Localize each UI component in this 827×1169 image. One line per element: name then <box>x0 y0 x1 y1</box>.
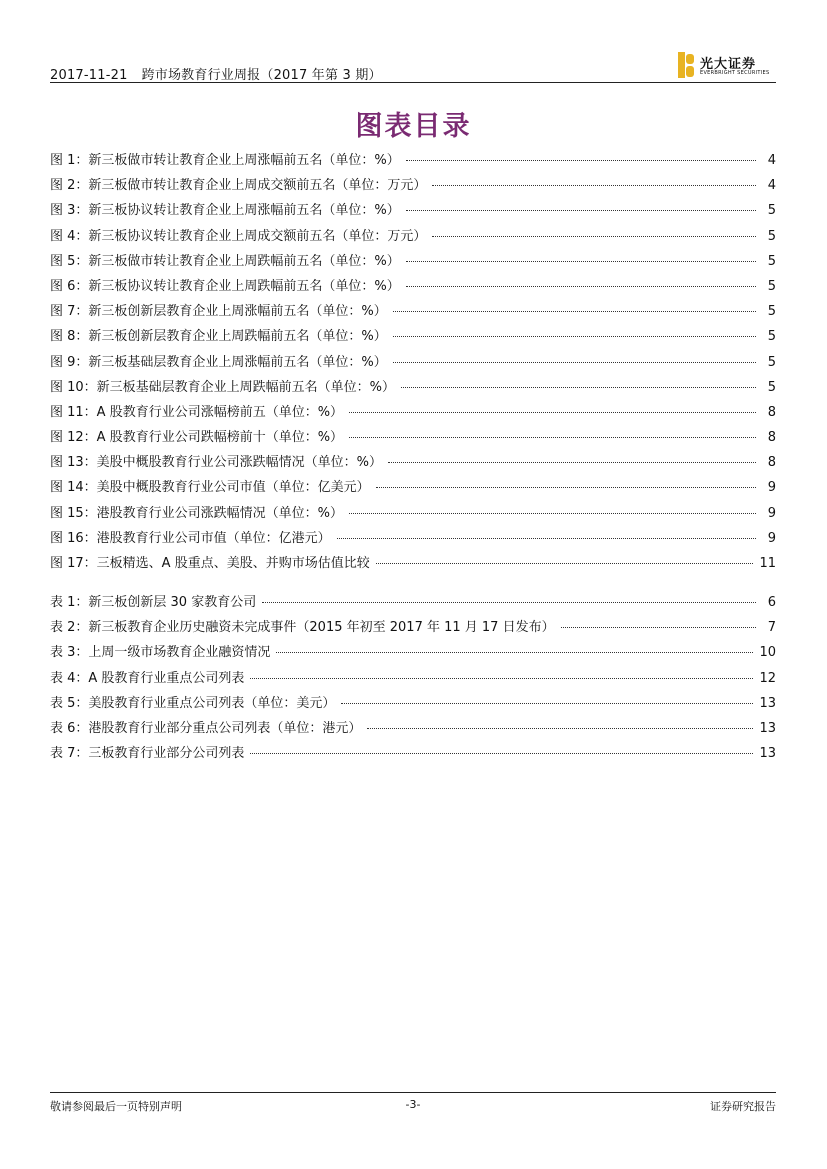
toc-entry-label[interactable]: 图 12：A 股教育行业公司跌幅榜前十（单位：%） <box>50 430 344 446</box>
footer-doc-type: 证券研究报告 <box>710 1100 776 1113</box>
toc-entry-label[interactable]: 图 17：三板精选、A 股重点、美股、并购市场估值比较 <box>50 556 370 571</box>
dot-leader <box>349 513 756 514</box>
toc-figure-entry[interactable] <box>50 199 776 224</box>
toc-entry-label[interactable]: 图 15：港股教育行业公司涨跌幅情况（单位：%） <box>50 505 344 521</box>
toc-figure-entry[interactable] <box>50 451 776 476</box>
dot-leader <box>401 387 756 388</box>
toc-entry-page-number[interactable]: 8 <box>767 455 776 471</box>
toc-entry-label[interactable]: 表 7：三板教育行业部分公司列表 <box>50 746 245 762</box>
dot-leader <box>276 652 753 653</box>
toc-table-entry[interactable] <box>50 616 776 641</box>
toc-entry-label[interactable]: 图 10：新三板基础层教育企业上周跌幅前五名（单位：%） <box>50 379 396 395</box>
dot-leader <box>337 538 756 539</box>
toc-entry-page-number[interactable]: 4 <box>767 153 776 168</box>
toc-entry-label[interactable]: 图 9：新三板基础层教育企业上周涨幅前五名（单位：%） <box>50 354 387 370</box>
toc-entry-page-number[interactable]: 8 <box>767 430 776 446</box>
toc-entry-label[interactable]: 表 1：新三板创新层 30 家教育公司 <box>50 595 257 610</box>
toc-entry-page-number[interactable]: 13 <box>759 695 776 711</box>
toc-entry-page-number[interactable]: 5 <box>767 354 776 370</box>
dot-leader <box>406 210 756 211</box>
toc-entry-page-number[interactable]: 9 <box>767 480 776 496</box>
dot-leader <box>432 185 756 186</box>
dot-leader <box>367 728 753 729</box>
dot-leader <box>376 563 754 564</box>
toc-figure-entry[interactable] <box>50 174 776 199</box>
dot-leader <box>250 678 753 679</box>
dot-leader <box>349 412 756 413</box>
toc-figure-entry[interactable] <box>50 527 776 552</box>
dot-leader <box>349 437 756 438</box>
toc-entry-label[interactable]: 图 13：美股中概股教育行业公司涨跌幅情况（单位：%） <box>50 455 383 471</box>
footer-disclaimer: 敬请参阅最后一页特别声明 <box>50 1100 182 1113</box>
toc-entry-page-number[interactable]: 5 <box>767 253 776 269</box>
dot-leader <box>388 462 756 463</box>
page-footer <box>50 1092 776 1116</box>
report-title: 跨市场教育行业周报（2017 年第 3 期） <box>141 68 382 83</box>
toc-entry-label[interactable]: 图 2：新三板做市转让教育企业上周成交额前五名（单位：万元） <box>50 178 427 194</box>
toc-entry-page-number[interactable]: 6 <box>767 595 776 610</box>
toc-entry-label[interactable]: 图 5：新三板做市转让教育企业上周跌幅前五名（单位：%） <box>50 253 400 269</box>
toc-figure-entry[interactable] <box>50 502 776 527</box>
toc-entry-page-number[interactable]: 8 <box>767 404 776 420</box>
toc-table-entry[interactable] <box>50 692 776 717</box>
toc-entry-label[interactable]: 表 5：美股教育行业重点公司列表（单位：美元） <box>50 695 336 711</box>
toc-figure-entry[interactable] <box>50 149 776 174</box>
toc-entry-label[interactable]: 图 1：新三板做市转让教育企业上周涨幅前五名（单位：%） <box>50 153 400 168</box>
dot-leader <box>393 311 756 312</box>
toc-figure-entry[interactable] <box>50 300 776 325</box>
toc-figure-entry[interactable] <box>50 351 776 376</box>
dot-leader <box>393 336 756 337</box>
toc-entry-page-number[interactable]: 5 <box>767 203 776 219</box>
toc-entry-page-number[interactable]: 13 <box>759 746 776 762</box>
toc-figure-entry[interactable] <box>50 552 776 577</box>
toc-figure-entry[interactable] <box>50 250 776 275</box>
dot-leader <box>376 487 756 488</box>
dot-leader <box>561 627 756 628</box>
toc-entry-label[interactable]: 表 2：新三板教育企业历史融资未完成事件（2015 年初至 2017 年 11 月 17 日发布） <box>50 620 555 636</box>
toc-entry-page-number[interactable]: 11 <box>759 556 776 571</box>
figure-list <box>50 149 776 577</box>
toc-table-entry[interactable] <box>50 742 776 767</box>
toc-table-entry[interactable] <box>50 667 776 692</box>
toc-figure-entry[interactable] <box>50 275 776 300</box>
toc-figure-entry[interactable] <box>50 376 776 401</box>
report-date: 2017-11-21 <box>50 68 128 83</box>
toc-figure-entry[interactable] <box>50 401 776 426</box>
toc-entry-page-number[interactable]: 4 <box>767 178 776 194</box>
toc-entry-label[interactable]: 图 7：新三板创新层教育企业上周涨幅前五名（单位：%） <box>50 304 387 320</box>
toc-entry-label[interactable]: 图 4：新三板协议转让教育企业上周成交额前五名（单位：万元） <box>50 228 427 244</box>
footer-divider <box>50 1092 776 1093</box>
toc-entry-page-number[interactable]: 5 <box>767 329 776 345</box>
toc-entry-page-number[interactable]: 7 <box>767 620 776 636</box>
toc-entry-page-number[interactable]: 12 <box>759 670 776 686</box>
toc-figure-entry[interactable] <box>50 325 776 350</box>
toc-entry-label[interactable]: 图 3：新三板协议转让教育企业上周涨幅前五名（单位：%） <box>50 203 400 219</box>
toc-entry-page-number[interactable]: 10 <box>759 645 776 661</box>
dot-leader <box>406 261 756 262</box>
dot-leader <box>250 753 753 754</box>
footer-page-number: -3- <box>405 1098 421 1111</box>
dot-leader <box>341 703 753 704</box>
header-text <box>50 64 382 83</box>
toc-entry-label[interactable]: 图 16：港股教育行业公司市值（单位：亿港元） <box>50 530 331 546</box>
toc-entry-page-number[interactable]: 5 <box>767 228 776 244</box>
toc-entry-label[interactable]: 表 6：港股教育行业部分重点公司列表（单位：港元） <box>50 720 362 736</box>
toc-entry-page-number[interactable]: 5 <box>767 278 776 294</box>
dot-leader <box>406 286 756 287</box>
toc-figure-entry[interactable] <box>50 426 776 451</box>
company-logo <box>678 52 776 80</box>
toc-table-entry[interactable] <box>50 641 776 666</box>
toc-entry-label[interactable]: 图 8：新三板创新层教育企业上周跌幅前五名（单位：%） <box>50 329 387 345</box>
toc-table-entry[interactable] <box>50 591 776 616</box>
toc-table-entry[interactable] <box>50 717 776 742</box>
header-divider <box>50 82 776 83</box>
dot-leader <box>393 362 756 363</box>
toc-figure-entry[interactable] <box>50 225 776 250</box>
toc-entry-label[interactable]: 图 6：新三板协议转让教育企业上周跌幅前五名（单位：%） <box>50 278 400 294</box>
page-title: 图表目录 <box>355 111 472 142</box>
toc-entry-label[interactable]: 表 3：上周一级市场教育企业融资情况 <box>50 645 271 661</box>
table-list <box>50 591 776 767</box>
dot-leader <box>406 160 756 161</box>
toc-entry-label[interactable]: 图 11：A 股教育行业公司涨幅榜前五（单位：%） <box>50 404 344 420</box>
toc-entry-label[interactable]: 表 4：A 股教育行业重点公司列表 <box>50 670 245 686</box>
logo-chinese-name: 光大证券 <box>700 57 757 72</box>
toc-entry-page-number[interactable]: 5 <box>767 379 776 395</box>
dot-leader <box>432 236 756 237</box>
toc-entry-page-number[interactable]: 9 <box>767 505 776 521</box>
everbright-logo-icon <box>678 52 694 78</box>
page-header <box>50 58 776 84</box>
toc-figure-entry[interactable] <box>50 476 776 501</box>
toc-entry-page-number[interactable]: 5 <box>767 304 776 320</box>
toc-entry-label[interactable]: 图 14：美股中概股教育行业公司市值（单位：亿美元） <box>50 480 370 496</box>
toc-entry-page-number[interactable]: 13 <box>759 720 776 736</box>
logo-english-name: EVERBRIGHT SECURITIES <box>700 70 770 76</box>
toc-entry-page-number[interactable]: 9 <box>767 530 776 546</box>
dot-leader <box>262 602 756 603</box>
